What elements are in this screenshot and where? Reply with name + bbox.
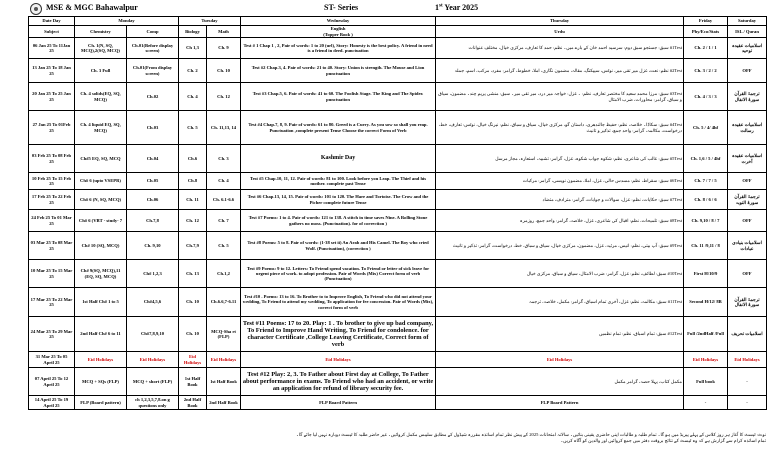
english-cell: Test #3 Chap.5, 6. Pair of words: 41 to 60. The Foolish Stage. The King and The Spider. punctuation [241, 83, 436, 111]
biology-cell: Ch. 11 [179, 190, 207, 210]
urdu-cell: #11Test سبق: مکالمہ، نظم: غزل، آخری تمام اسباق، گرامر: مکمل، خلاصہ، ترجمہ [436, 288, 684, 317]
table-row [29, 232, 767, 260]
chemistry-cell: Ch# 9(SQ, MCQ),11 (EQ, SQ, MCQ) [75, 260, 127, 288]
day-tuesday: Tuesday [179, 17, 241, 26]
day-friday: Friday [684, 17, 728, 26]
biology-cell: Eid Holidays [179, 352, 207, 368]
physics-cell: Ch. 5 / 4/ 4hf [684, 111, 728, 145]
saturday-cell: - [728, 368, 767, 396]
biology-cell: Ch. 10 [179, 288, 207, 317]
physics-cell: Ch. 2 / 1 / 1 [684, 38, 728, 59]
urdu-cell: #10Test سبق: لطائف، نظم: غزل، گرامر: ضرب الامثال، سیاق و سباق، مرکزی خیال [436, 260, 684, 288]
comp-cell: Ch# 1,2,3 [127, 260, 179, 288]
chemistry-cell: FLP (Board pattern) [75, 396, 127, 410]
comp-cell: Ch#4,5,6 [127, 288, 179, 317]
subject-english: English (Topper Book ) [241, 26, 436, 38]
subject-chemistry: Chemistry [75, 26, 127, 38]
comp-cell: MCQ + short (FLP) [127, 368, 179, 396]
day-saturday: Saturday [728, 17, 767, 26]
chemistry-cell: MCQ + SQs (FLP) [75, 368, 127, 396]
urdu-cell: #1Test سبق: جستجو سبق دوم: سرسید احمد خان کے بارے میں۔ نظم: حمد کا تعارف، مرکزی خیال، مختلف عنوانات [436, 38, 684, 59]
comp-cell: Eid Holidays [127, 352, 179, 368]
urdu-cell: #4Test سبق: سکاڈا۔ خلاصہ، نظم: حفیظ جالندھری، داستان گو، مرکزی خیال، سیاق و سباق، نظم: نیرنگ خیال، نوٹس: تعارف، خط، درخواست، مکالمہ، گرامر: واحد جمع، تذکیر و تانیث [436, 111, 684, 145]
table-row [29, 368, 767, 396]
comp-cell: Ch.01(From display screen) [127, 59, 179, 83]
row-date: 03 Feb 25 To 08 Feb 25 [29, 145, 75, 173]
biology-cell: Ch. 12 [179, 210, 207, 232]
physics-cell: Second H/12/ 8B [684, 288, 728, 317]
urdu-cell: #5Test سبق: غالب کی شاعری، نظم: شکوہ جواب شکوہ، غزل، گرامر: تشبیہ، استعارہ، مجاز مرسل [436, 145, 684, 173]
row-date: 07 April 25 To 12 April 25 [29, 368, 75, 396]
urdu-cell: #3Test سبق: مرزا محمد سعید کا مختصر تعارف، نظم: ۔ غزل: خواجہ میر درد، میر تقی میر۔ سبق: منشی پریم چند۔ مضمون، سیاق و سباق، گرامر: محاورات، ضرب الامثال [436, 83, 684, 111]
footer-line-1: نوٹ: ٹیسٹ کا آغاز ہر روز کلاس کے پہلے پیریڈ میں ہو گا۔ تمام طلبہ و طالبات اپنی حاضری یقینی بنائیں۔ سالانہ امتحانات 2025 کے پیش نظر تمام اساتذہ مقررہ شیڈول کے مطابق سلیبس مکمل کروائیں۔ غیر حاضر طلبہ کا ٹیسٹ دوبارہ نہیں لیا جائے گا۔ [296, 432, 766, 437]
row-date: 17 Mar 25 To 22 Mar 25 [29, 288, 75, 317]
row-date: 20 Jan 25 To 25 Jan 25 [29, 83, 75, 111]
row-date: 27 Jan 25 To 01Feb 25 [29, 111, 75, 145]
table-row [29, 173, 767, 190]
row-date: 03 Mar 25 To 08 Mar 25 [29, 232, 75, 260]
english-cell: Test #7 Poems: 1 to 4. Pair of words: 121 to 138. A stitch in time saves Nine. A Rolling Stone gathers no moss. (Punctuation). for of correction ) [241, 210, 436, 232]
math-cell: Ch. 12 [207, 83, 241, 111]
table-row [29, 210, 767, 232]
subject-urdu: Urdu [436, 26, 684, 38]
math-cell: Eid Holidays [207, 352, 241, 368]
english-cell: Test #4 Chap.7, 8, 9. Pair of words: 61 to 80. Greed is a Curry. As you sow so shall you reap. Punctuation ,complete present Tense Choose the correct Form of Verb [241, 111, 436, 145]
math-cell: Ch. 4 [207, 173, 241, 190]
math-cell: Ch. 10 [207, 59, 241, 83]
biology-cell: 1st Half Book [179, 368, 207, 396]
math-cell: Ch. 6.1-6.6 [207, 190, 241, 210]
urdu-cell: #9Test سبق: آپ بیتی، نظم: انیس، مرثیہ، غزل، مضمون، مرکزی خیال، سیاق و سباق، خط، درخواست، گرامر: تذکیر و تانیث [436, 232, 684, 260]
row-date: 14 April 25 To 19 April 25 [29, 396, 75, 410]
saturday-cell: اسلامیات عقیدہ رسالت [728, 111, 767, 145]
comp-cell: Ch. 9,10 [127, 232, 179, 260]
comp-cell: Ch.06 [127, 190, 179, 210]
urdu-cell: #2Test نظم: نعت، غزل میر تقی میر، نوٹس، سپیکنگ، مقالہ، مضمون نگاری، املا، خطوط، گرامر: مفرد، مرکب، اسم، جملہ [436, 59, 684, 83]
biology-cell: Ch. 10 [179, 317, 207, 352]
table-row [29, 260, 767, 288]
comp-cell: Ch.03 [127, 111, 179, 145]
chemistry-cell: Ch#5 EQ, SQ, MCQ [75, 145, 127, 173]
chemistry-cell: Ch. 4 liquid EQ, SQ, MCQ) [75, 111, 127, 145]
saturday-cell: Eid Holidays [728, 352, 767, 368]
english-cell-kashmir-day: Kashmir Day [241, 145, 436, 173]
footer-note [28, 432, 766, 444]
comp-cell: Ch.04 [127, 145, 179, 173]
chemistry-cell: 1st Half Ch# 1 to 5 [75, 288, 127, 317]
biology-cell: Ch.7,9 [179, 232, 207, 260]
chemistry-cell: Ch# 10 (SQ, MCQ) [75, 232, 127, 260]
row-date: 10 Mar 25 To 15 Mar 25 [29, 260, 75, 288]
subject-islamiat: ISL / Quran [728, 26, 767, 38]
math-cell: MCQ-Sha rt (FLP) [207, 317, 241, 352]
table-row [29, 111, 767, 145]
english-cell: Test #12 Play: 2, 3. To Father about First day at College, To Father about performance in exams. To Friend who had an accident, or write an application for refund of library security fee. [241, 368, 436, 396]
row-date: 24 Mar 25 To 29 Mar 25 [29, 317, 75, 352]
english-cell: FLP Board Pattern [241, 396, 436, 410]
english-cell: Test #6 Chap.13, 14, 15. Pair of words: 101 to 120. The Hare and Tortoise. The Crow and the Picher complete future Tense [241, 190, 436, 210]
english-cell: Test # 1 Chap 1 , 2, Pair of words: 1 to 20 (url), Story: Honesty is the best policy. A friend in need is a friend in deed. punctuation [241, 38, 436, 59]
biology-cell: Ch. 13 [179, 260, 207, 288]
comp-cell: Ch.02 [127, 83, 179, 111]
biology-cell: 2nd Half Book [179, 396, 207, 410]
english-cell: Test #5 Chap.10, 11, 12. Pair of words: 81 to 100. Look before you Leap. The Thief and his mother. complete past Tense [241, 173, 436, 190]
row-date: 24 Feb 25 To 01 Mar 25 [29, 210, 75, 232]
chemistry-cell: Ch# 6 (N, SQ, MCQ) [75, 190, 127, 210]
series-title: ST- Series [324, 3, 359, 12]
subject-math: Math [207, 26, 241, 38]
english-cell: Test #2 Chap.3, 4. Pair of words: 21 to 40. Story: Union is strength. The Mouse and Lion punctuation [241, 59, 436, 83]
day-wednesday: Wednesday [241, 17, 436, 26]
chemistry-cell: Ch. 4 solids(EQ, SQ, MCQ) [75, 83, 127, 111]
physics-cell: Full book [684, 368, 728, 396]
row-date: 13 Jan 25 To 18 Jan 25 [29, 59, 75, 83]
math-cell: Ch.6.6,7-6.11 [207, 288, 241, 317]
school-name: MSE & MGC Bahawalpur [46, 3, 138, 12]
physics-cell: Full /2ndHalf /Full [684, 317, 728, 352]
table-row [29, 59, 767, 83]
table-row [29, 83, 767, 111]
urdu-cell: #12Test سبق: تمام اسباق، نظم: تمام نظمیں [436, 317, 684, 352]
english-cell: Test #11 Poems: 17 to 20. Play: 1 . To brother to give up bad company, To Friend to Improve Hand Writing, To Friend for condolence. for character Certificate ,College Leaving Certificate, Correct form of verb [241, 317, 436, 352]
saturday-cell: - [728, 396, 767, 410]
english-cell: Test #8 Poems: 5 to 8. Pair of words: (1-38 set ii) An Arab and His Camel. The Boy who cried Wolf. (Punctuation), (correction ) [241, 232, 436, 260]
row-date: 10 Feb 25 To 15 Feb 25 [29, 173, 75, 190]
physics-cell: Ch. 4 / 3 / 3 [684, 83, 728, 111]
chemistry-cell: Ch. 1(N, SQ, MCQ),2(SQ, MCQ) [75, 38, 127, 59]
math-cell: 1st Half Book [207, 368, 241, 396]
biology-cell: Ch.8 [179, 173, 207, 190]
row-date: 31 Mar 25 To 05 April 25 [29, 352, 75, 368]
chemistry-cell: Eid Holidays [75, 352, 127, 368]
subject-biology: Biology [179, 26, 207, 38]
footer-line-2: تمام اساتذہ کرام سے گزارش ہے کہ وہ ٹیسٹ کے نتائج بروقت دفتر میں جمع کروائیں اور والدین کو آگاہ کریں۔ [560, 438, 766, 444]
biology-cell: Ch. 4 [179, 83, 207, 111]
saturday-cell: OFF [728, 173, 767, 190]
math-cell: Ch. 5 [207, 232, 241, 260]
biology-cell: Ch.6 [179, 145, 207, 173]
saturday-cell: اسلامیات بنیادی عبادات [728, 232, 767, 260]
urdu-cell: #6Test سبق: سقراط، نظم: مسدس حالی، غزل، املا، مضمون نویسی، گرامر: مرکبات [436, 173, 684, 190]
comp-cell: Ch.01(Before display screen) [127, 38, 179, 59]
urdu-cell: مکمل کتاب، پہلا حصہ، گرامر مکمل [436, 368, 684, 396]
table-row [29, 317, 767, 352]
physics-cell: Ch. 3 / 2 / 2 [684, 59, 728, 83]
saturday-cell: ترجمۃ القرآن سورۃ الانفال [728, 83, 767, 111]
english-cell: Test #9 Poems: 9 to 12. Letters: To Friend spend vacation. To Friend or letter of sick leave for urgent piece of work. to adopt profession. Pair of Words (Mix) Correct form of verb (Punctuation) [241, 260, 436, 288]
day-monday: Monday [75, 17, 179, 26]
physics-cell: Ch. 7 / 7 / 5 [684, 173, 728, 190]
urdu-cell: FLP Board Pattern [436, 396, 684, 410]
math-cell: Ch. 3 [207, 145, 241, 173]
urdu-cell: #7Test سبق: حکایات، نظم: غزل، سوالات و جوابات، گرامر: مترادف، متضاد [436, 190, 684, 210]
saturday-cell: OFF [728, 260, 767, 288]
comp-cell: Ch.05 [127, 173, 179, 190]
chemistry-cell: Ch# 6 (VBT - study- 7 [75, 210, 127, 232]
table-row [29, 190, 767, 210]
table-row [29, 396, 767, 410]
math-cell: 2nd Half Book [207, 396, 241, 410]
subject-label: Subject [29, 26, 75, 38]
row-date: 06 Jan 25 To 11Jan 25 [29, 38, 75, 59]
table-row [29, 38, 767, 59]
page-header [0, 2, 768, 16]
day-thursday: Thursday [436, 17, 684, 26]
comp-cell: Ch.7,8 [127, 210, 179, 232]
comp-cell: ch 1,2,3,5,7,8.on g questions only [127, 396, 179, 410]
saturday-cell: اسلامیات عقیدہ توحید [728, 38, 767, 59]
math-cell: Ch.1,2 [207, 260, 241, 288]
math-cell: Ch. 11,13, 14 [207, 111, 241, 145]
chemistry-cell: 2nd Half Ch# 6 to 11 [75, 317, 127, 352]
urdu-cell: #8Test سبق: تلمیحات، نظم: اقبال کی شاعری، غزل، خلاصہ، گرامر: واحد جمع، روزمرہ [436, 210, 684, 232]
saturday-cell: OFF [728, 210, 767, 232]
physics-cell: Eid Holidays [684, 352, 728, 368]
year-title: 1st Year 2025 [435, 3, 479, 12]
table-row [29, 145, 767, 173]
physics-cell: Ch. 9,10 / 8 / 7 [684, 210, 728, 232]
row-date: 17 Feb 25 To 22 Feb 25 [29, 190, 75, 210]
math-cell: Ch. 9 [207, 38, 241, 59]
physics-cell: Ch. 1,6 / 5 / 4hf [684, 145, 728, 173]
saturday-cell: اسلامیات تحریف [728, 317, 767, 352]
test-schedule-table [28, 16, 767, 410]
subject-physics: Phy/Eco/Stats [684, 26, 728, 38]
saturday-cell: OFF [728, 59, 767, 83]
chemistry-cell: Ch# 6 (upto VSEPR) [75, 173, 127, 190]
physics-cell: First H/10/9 [684, 260, 728, 288]
day-header-row [29, 17, 767, 26]
day-date: Date Day [29, 17, 75, 26]
comp-cell: Ch#7,8,9,10 [127, 317, 179, 352]
saturday-cell: اسلامیات عقیدہ آخرت [728, 145, 767, 173]
physics-cell: - [684, 396, 728, 410]
physics-cell: Ch. 11 /9,11 / 8 [684, 232, 728, 260]
table-row-holidays [29, 352, 767, 368]
chemistry-cell: Ch. 3 Full [75, 59, 127, 83]
math-cell: Ch. 7 [207, 210, 241, 232]
urdu-cell: Eid Holidays [436, 352, 684, 368]
school-logo-icon [30, 3, 42, 15]
biology-cell: Ch 1,3 [179, 38, 207, 59]
table-row [29, 288, 767, 317]
saturday-cell: ترجمۃ القرآن سورۃ التوبہ [728, 190, 767, 210]
biology-cell: Ch. 5 [179, 111, 207, 145]
biology-cell: Ch. 2 [179, 59, 207, 83]
subject-comp: Comp [127, 26, 179, 38]
english-cell: Eid Holidays [241, 352, 436, 368]
physics-cell: Ch. 8 / 6 / 6 [684, 190, 728, 210]
english-cell: Test #10 . Poems: 13 to 16. To Brother to to Improve English, To Friend who did not attend your wedding, To Friend to attend my wedding, To application for fee concession. Pair of Words (Mix), correct form of verb [241, 288, 436, 317]
subject-header-row [29, 26, 767, 38]
saturday-cell: ترجمۃ القرآن سورۃ الانفال [728, 288, 767, 317]
